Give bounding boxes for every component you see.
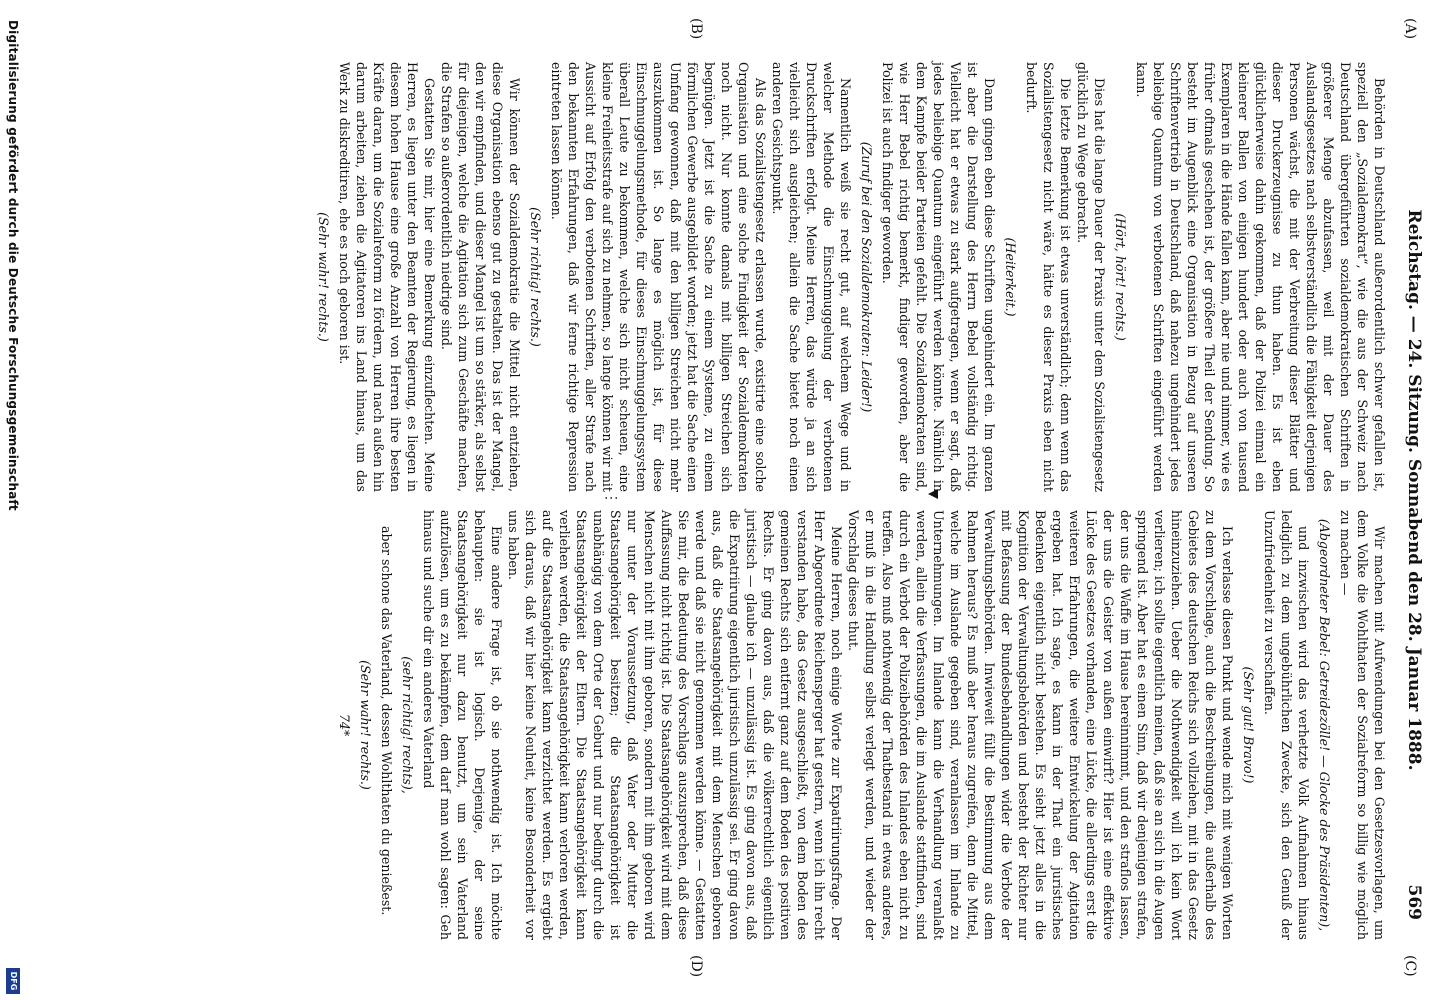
right-column [332,510,1388,940]
paragraph: Wir machen mit Aufwendungen bei den Gesetzesvorlagen, um dem Volke die Wohlthaten der Sozialreform so billig wie möglich zu machen — [1338,510,1387,940]
paragraph: Gestatten Sie mir, hier eine Bemerkung einzuflechten. Meine Herren, es liegen unter den Beamten der Regierung, es liegen in diesem hohen Hause eine große Anzahl von Herren ihre besten Kräfte daran, um die Sozialreform zu fördern, und nach außen hin darum arbeiten, ziehen die Agitatoren ins Land hinaus, um das Werk zu diskreditiren, ehe es noch geboren ist. [337,62,437,492]
paragraph: Behörden in Deutschland außerordentlich schwer gefallen ist, speziell den „Sozialdemokrat“, wie die aus der Schweiz nach Deutschland übergeführten sozialdemokratischen Schriften in größerer Menge abzufassen, weil mit der Dauer des Auslandsgesetzes nach selbstverständlich die Fähigkeit derjenigen Personen wächst, die mit der Verbreitung dieser Blätter und dieser Druckerzeugnisse zu thun haben. Es ist eben glücklicherweise dahin gekommen, daß der Polizei einmal ein kleinerer Ballen von einigen hundert oder auch von tausend Exemplaren in die Hände fallen kann, aber nie und nimmer, wie es früher oftmals geschehen ist, der größere Theil der Sendung. So besteht im Augenblick eine Organisation in Bezug auf unseren Schriftenvertrieb in Deutschland, daß nahezu ungehindert jedes beliebige Quantum von verbotenen Schriften eingeführt werden kann. [1134,62,1387,492]
interjection: (sehr richtig! rechts), [400,656,415,794]
paragraph: Dies hat die lange Dauer der Praxis unter dem Sozialistengesetz glücklich zu Wege gebracht. [1075,62,1107,492]
signature-mark: 74* [337,713,352,737]
margin-marker-a: (A) [1402,18,1418,40]
margin-marker-b: (B) [688,18,704,40]
interjection: (Sehr richtig! rechts.) [528,207,543,347]
paragraph: und inzwischen wird das verhetzte Volk Aufnahmen hinaus lediglich zu dem ungebührlichen Zwecke, sich den Genuß der Unzufriedenheit zu verschaffen. [1262,510,1311,940]
dfg-logo: DFG [6,968,20,994]
page-header [1398,60,1424,920]
paragraph: Ich verlasse diesen Punkt und wende mich mit wenigen Worten zu dem Vorschlage, auch die Beschreibungen, die außerhalb des Gebietes des deutschen Reichs sich vollziehen, mit in das Gesetz hineinzuziehen. Ueber die Nothwendigkeit will ich kein Wort verlieren; ich sollte eigentlich meinen, daß sie an sich in die Augen springend ist. Aber hat es einen Sinn, daß wir denjenigen strafen, der uns die Waffe im Hause hereinnimmt, und den straflos lassen, der uns die Geister von außen einwirft? Hier ist eine effektive Lücke des Gesetzes vorhanden, eine Lücke, die allerdings erst die weiteren Erfahrungen, die weitere Entwickelung der Agitation ergeben hat. Ich sage, es kann in der That ein juristisches Bedenken eigentlich nicht bestehen. Es sieht jetzt alles in die Kognition der Verwaltungsbehörden und besteht der Richter nur mit Befassung der Bundesbehandlungen wider die Verbote der Verwaltungsbehörden. Inwieweit füllt die Bestimmung aus dem Rahmen heraus? Es muß aber heraus zugreifen, denn die Mittel, welche im Auslande gegeben sind, veranlassen im Inlande zu Unternehmungen. Im Inlande kann die Verhandlung veranlaßt werden, allein die Verfassungen, die im Auslande stattfinden, sind durch ein Verbot der Polizeibehörden des Inlandes eben nicht zu treffen. Also muß nothwendig der Thatbestand in etwas anderes, er muß in die Handlung selbst verlegt werden, und wieder der Vorschlag dieses thut. [846,510,1235,940]
left-column [311,62,1388,492]
paragraph: Eine andere Frage ist, ob sie nothwendig ist. Ich möchte behaupten: sie ist logisch. Derjenige, der seine Staatsangehörigkeit nur dazu benutzt, um sein Vaterland aufzulösen, um es zu bekämpfen, dem darf man wohl sagen: Geh hinaus und suche dir ein anderes Vaterland [421,510,504,940]
interjection: (Zuruf bei den Sozialdemokraten: Leider!) [859,141,874,413]
paragraph: Meine Herren, noch einige Worte zur Expatriirungsfrage. Der Herr Abgeordnete Reichensperger hat gestern, wenn ich ihn recht verstanden habe, das Gesetz ausgeschließt, von dem Boden des gemeinen Rechts sich entfernt ganz auf dem Boden des positiven Rechts. Er ging davon aus, daß die völkerrechtlich eigentlich juristisch — glaube ich — unzulässig ist. Es ging davon aus, daß die Expatriirung eigentlich juristisch unzulässig sei. Er ging davon aus, daß die Staatsangehörigkeit mit dem Menschen geboren werde und daß sie nicht genommen werden könne. — Gestatten Sie mir, die Bedeutung des Vorschlags auszusprechen, daß diese Auffassung nicht richtig ist. Die Staatsangehörigkeit wird mit dem Menschen nicht mit ihm geboren, sondern mit ihm geboren wird nur unter der Voraussetzung, daß Vater oder Mutter die Staatsangehörigkeit besitzen; die Staatsangehörigkeit ist unabhängig von dem Orte der Geburt und nur bedingt durch die Staatsangehörigkeit der Eltern. Die Staatsangehörigkeit kann verliehen werden, die Staatsangehörigkeit kann verloren werden, auf die Staatsangehörigkeit kann verzichtet werden. Es ergiebt sich daraus, daß wir hier keine Neuheit, keine Besonderheit vor uns haben. [506,510,844,940]
paragraph: Namentlich weiß sie recht gut, auf welchem Wege und in welcher Methode die Einschmuggelung der verbotenen Druckschriften erfolgt. Meine Herren, das würde ja an sich vielleicht sich ausgleichen; allein die Sache bietet noch einen anderen Gesichtspunkt. [770,62,853,492]
arrow-marker-icon [928,489,938,499]
interjection: (Sehr wahr! rechts.) [316,212,331,342]
paragraph: Dann gingen eben diese Schriften ungehindert ein. Im ganzen ist aber die Darstellung des Herrn Bebel vollständig richtig. Vielleicht hat er etwas zu stark aufgetragen, wenn er sagt, daß jedes beliebige Quantum eingeführt werden könnte. Nämlich in dem Kampfe beider Parteien gefehlt. Die Sozialdemokraten sind, wie Herr Bebel richtig bemerkt, findiger geworden, aber die Polizei ist auch findiger geworden. [880,62,997,492]
interjection: (Abgeordneter Bebel: Getreidezölle! — Glocke des Präsidenten), [1317,518,1332,932]
margin-marker-c: (C) [1402,955,1418,977]
digitization-note: Digitalisierung gefördert durch die Deutsche Forschungsgemeinschaft [6,20,20,511]
running-title: Reichstag. — 24. Sitzung. Sonnabend den 28. Januar 1888. [1404,209,1424,771]
interjection: (Heiterkeit.) [1003,237,1018,317]
dots-marker-icon: ⋮ [603,491,619,505]
paragraph: Die letzte Bemerkung ist etwas unverständlich; denn wenn das Sozialistengesetz nicht wäre, hätte es dieser Praxis eben nicht bedurft. [1024,62,1073,492]
column-divider [8,491,1388,505]
interjection: (Sehr wahr! rechts.) [358,660,373,790]
interjection: (Hört, hört! rechts.) [1113,213,1128,341]
paragraph: Wir können der Sozialdemokratie die Mittel nicht entziehen, diese Organisation ebenso gut zu gestalten. Das ist der Mangel, den wir empfinden, und dieser Mangel ist um so stärker, als selbst für diejenigen, welche die Agitation sich zum Geschäfte machen, die Strafen so außerordentlich niedrige sind. [439,62,522,492]
paragraph: Als das Sozialistengesetz erlassen wurde, existirte eine solche Organisation und eine solche Findigkeit der Sozialdemokraten noch nicht. Nur konnte damals mit billigen Streichen sich begnügen. Jetzt ist die Sache zu einem Systeme, zu einem förmlichen Gewerbe ausgebildet worden; jetzt hat die Sache einen Umfang gewonnen, daß mit den billigen Streichen nicht mehr auszukommen ist. So lange es möglich ist, für diese Einschmuggelungsmethode, für dieses Einschmuggelungssystem überall Leute zu bekommen, welche sich nicht scheuen, eine kleine Freiheitsstrafe auf sich zu nehmen, so lange können wir mit Aussicht auf Erfolg den verbotenen Schriften, aller Strafe nach den bekannten Erfahrungen, daß wir ferne richtige Repression eintreten lassen können. [549,62,768,492]
margin-marker-d: (D) [688,955,704,978]
page-number: 569 [1404,884,1424,920]
interjection: (Sehr gut! Bravo!) [1241,666,1256,784]
paragraph: aber schone das Vaterland, dessen Wohlthaten du genießest. [379,526,394,916]
